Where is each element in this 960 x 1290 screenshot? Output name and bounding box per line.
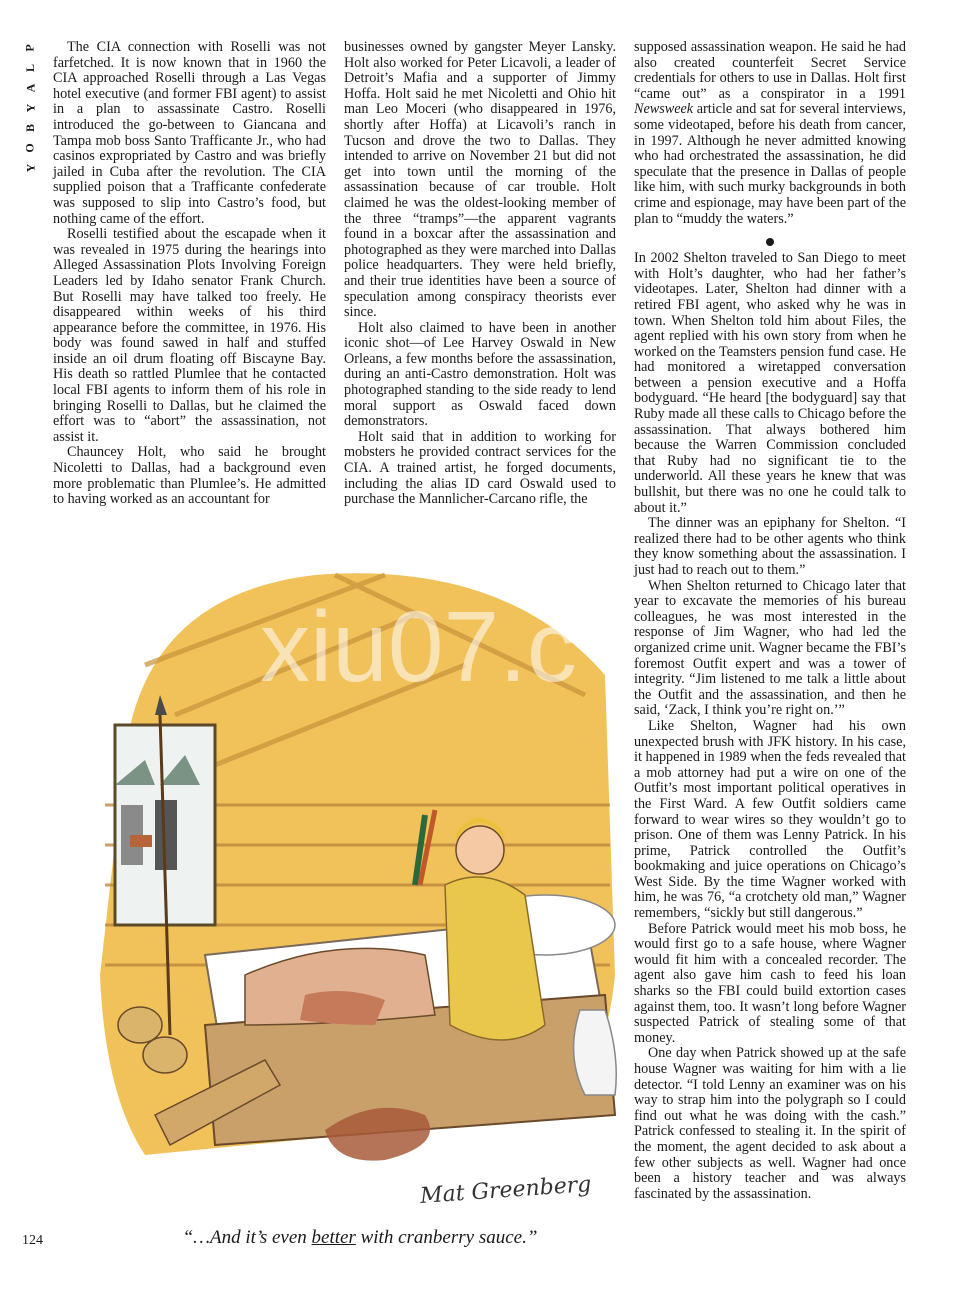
paragraph: In 2002 Shelton traveled to San Diego to meet with Holt’s daughter, who had her father’s videotapes. Later, Shelton had dinner with a retired FBI agent, who asked why he was in town. When Shelton told him about Files, the agent replied with his own story from when he worked on the Teamsters pension fund case. He had monitored a wiretapped conversation between a pension executive and a Hoffa bodyguard. “He heard [the bodyguard] say that Ruby made all these calls to Chicago before the assassination. That always bothered him because the Warren Commission concluded that Ruby had no significant tie to the underworld. All these years he knew that was bullshit, but there was no one he could talk to about it.” bbox=[634, 250, 906, 516]
paragraph: Like Shelton, Wagner had his own unexpected brush with JFK history. In his case, it happened in 1989 when the feds revealed that a mob attorney had put a wire on one of the Outfit’s most important political operatives in the First Ward. A few Outfit soldiers came forward to wear wires so they wouldn’t go to prison. One of them was Lenny Patrick. In his prime, Patrick controlled the Outfit’s bookmaking and juice operations on Chicago’s West Side. By the time Wagner worked with him, he was 76, “a crotchety old man,” Wagner remembers, “sickly but still dangerous.” bbox=[634, 717, 906, 922]
bullet-icon bbox=[766, 238, 774, 246]
magazine-letter: L bbox=[22, 63, 37, 73]
paragraph bbox=[634, 40, 906, 227]
text-column-1 bbox=[53, 40, 326, 508]
cartoon-illustration bbox=[85, 555, 620, 1215]
watermark: xiu07.c bbox=[260, 591, 577, 703]
caption-emphasis: better bbox=[311, 1227, 356, 1248]
magazine-name bbox=[22, 42, 38, 174]
caption-text: with cranberry sauce.” bbox=[355, 1227, 538, 1248]
paragraph: The CIA connection with Roselli was not farfetched. It is now known that in 1960 the CIA approached Roselli through a Las Vegas hotel executive (and former FBI agent) to assist in a plan to assassinate Castro. Roselli introduced the go-between to Giancana and Tampa mob boss Santo Trafficante Jr., who had casinos expropriated by Castro and was briefly jailed in Cuba after the revolution. The CIA supplied poison that a Trafficante confederate was supposed to slip into Castro’s food, but nothing came of the effort. bbox=[53, 39, 326, 227]
text-column-2 bbox=[344, 40, 616, 508]
paragraph: Holt said that in addition to working for mobsters he provided contract services for the CIA. A trained artist, he forged documents, including the alias ID card Oswald used to purchase the Mannlicher-Carcano rifle, the bbox=[344, 428, 616, 508]
publication-name: Newsweek bbox=[634, 101, 694, 118]
paragraph-text: article and sat for several interviews, some videotaped, before his death from cancer, in 1997. Although he never admitted knowing who had orchestrated the assassination, he did speculate that the presence in Dallas of people like him, with such murky backgrounds in both crime and espionage, may have been part of the plan to “muddy the waters.” bbox=[634, 101, 906, 227]
paragraph: Chauncey Holt, who said he brought Nicoletti to Dallas, had a background even more problematic than Plumlee’s. He admitted to having worked as an accountant for bbox=[53, 444, 326, 508]
paragraph: One day when Patrick showed up at the safe house Wagner was waiting for him with a lie detector. “I told Lenny an examiner was on his way to strap him into the polygraph so I could find out what he was doing with the cash.” Patrick confessed to stealing it. In the spirit of the moment, the agent decided to ask about a few other subjects as well. Wagner had once been a history teacher and was always fascinated by the assassination. bbox=[634, 1045, 906, 1202]
section-divider bbox=[634, 235, 906, 245]
magazine-letter: A bbox=[22, 83, 37, 93]
magazine-letter: Y bbox=[22, 103, 37, 113]
paragraph: businesses owned by gangster Meyer Lansky. Holt also worked for Peter Licavoli, a leader of Detroit’s Mafia and a supporter of Jimmy Hoffa. Holt said he met Nicoletti and Ohio hit man Leo Moceri (who disappeared in 1976, shortly after Hoffa) at Licavoli’s ranch in Tucson and drove the two to Dallas. They intended to arrive on November 21 but did not get into town until the morning of the assassination because of car trouble. Holt claimed he was the oldest-looking member of the three “tramps”—the apparent vagrants found in a boxcar after the assassination and photographed as they were marched into Dallas police headquarters. They were held briefly, and their true identities have been a source of speculation among conspiracy theorists ever since. bbox=[344, 39, 616, 321]
magazine-letter: O bbox=[23, 143, 37, 153]
caption-text: “…And it’s even bbox=[182, 1227, 312, 1248]
paragraph: Holt also claimed to have been in another iconic shot—of Lee Harvey Oswald in New Orleans, a few months before the assassination, during an anti-Castro demonstration. Holt was photographed standing to the side ready to lend moral support as Oswald faced down demonstrators. bbox=[344, 319, 616, 430]
paragraph: Roselli testified about the escapade when it was revealed in 1975 during the hearings into Alleged Assassination Plots Involving Foreign Leaders led by Idaho senator Frank Church. But Roselli may have talked too freely. He disappeared within weeks of his third appearance before the committee, in 1976. His body was found sawed in half and stuffed inside an oil drum floating off Biscayne Bay. His death so rattled Plumlee that he contacted local FBI agents to inform them of his role in bringing Roselli to Dallas, but he claimed the effort was to “abort” the assassination, not assist it. bbox=[53, 226, 326, 445]
paragraph: The dinner was an epiphany for Shelton. “I realized there had to be other agents who think they know something about the assassination. I just had to reach out to them.” bbox=[634, 515, 906, 578]
text-column-3 bbox=[634, 40, 906, 1202]
page-number: 124 bbox=[22, 1233, 43, 1248]
magazine-letter: Y bbox=[22, 163, 37, 173]
artist-signature: Mat Greenberg bbox=[419, 1172, 593, 1209]
paragraph: Before Patrick would meet his mob boss, he would first go to a safe house, where Wagner would fit him with a concealed recorder. The agent also gave him cash to feed his loan sharks so the FBI could build extortion cases against them, too. It wasn’t long before Wagner suspected Patrick of stealing some of that money. bbox=[634, 920, 906, 1046]
cartoon-caption bbox=[130, 1227, 590, 1249]
paragraph: When Shelton returned to Chicago later that year to excavate the memories of his bureau colleagues, he was most interested in the response of Jim Wagner, who had led the organized crime unit. Wagner became the FBI’s foremost Outfit expert and was a tower of integrity. “Jim listened to me talk a little about the Outfit and the assassination, and then he said, ‘Zack, I think you’re right on.’” bbox=[634, 577, 906, 719]
magazine-letter: B bbox=[22, 123, 37, 133]
paragraph-text: supposed assassination weapon. He said he had also created counterfeit Secret Service credentials for others to use in Dallas. Holt first “came out” as a conspirator in a 1991 bbox=[634, 39, 906, 102]
magazine-letter: P bbox=[23, 44, 37, 52]
